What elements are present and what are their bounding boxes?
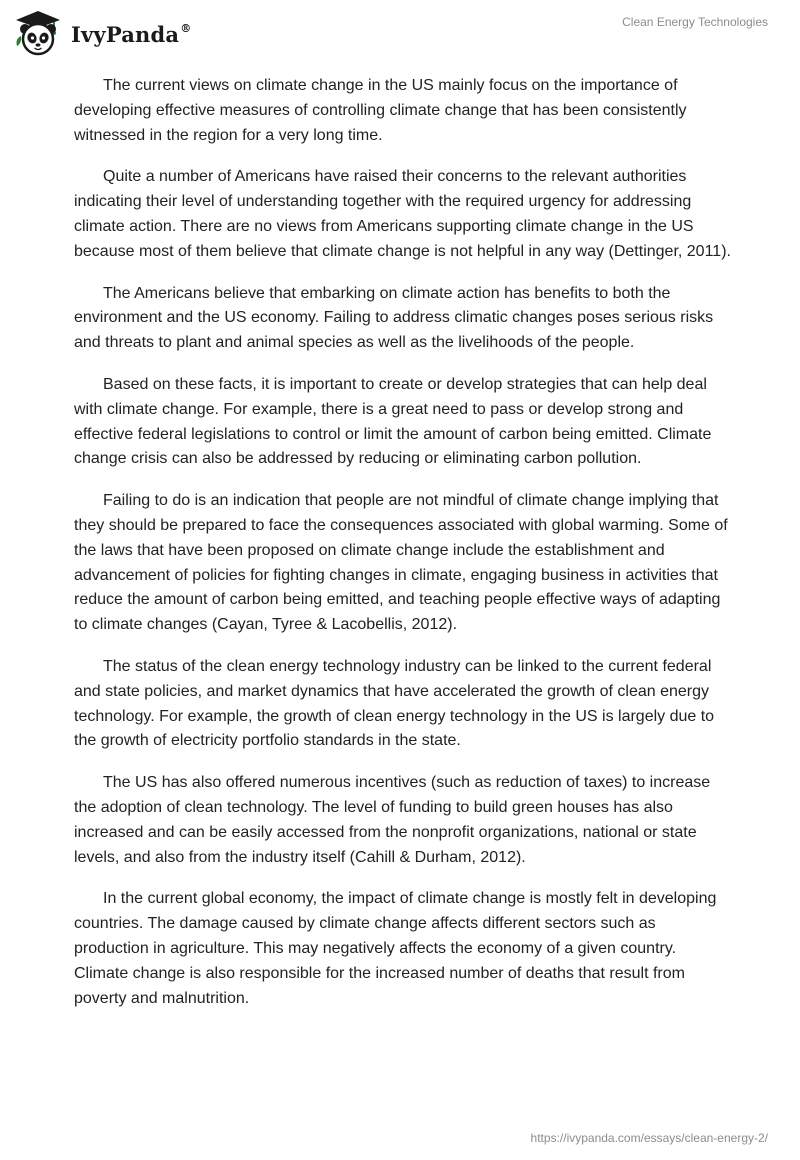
- registered-mark: ®: [180, 21, 192, 35]
- brand-logo[interactable]: [13, 8, 191, 58]
- paragraph-3: The Americans believe that embarking on climate action has benefits to both the environment and the US economy. Failing to address climatic changes poses serious risks and threats to plant and animal species as well as the livelihoods of the people.: [74, 284, 714, 352]
- paragraph-4: Based on these facts, it is important to create or develop strategies that can help deal with climate change. For example, there is a great need to pass or develop strong and effective federal legislations to control or limit the amount of carbon being emitted. Climate change crisis can also be addressed by reducing or eliminating carbon pollution.: [74, 375, 712, 468]
- source-url[interactable]: https://ivypanda.com/essays/clean-energy-2/: [530, 1131, 768, 1145]
- paragraph-7: The US has also offered numerous incentives (such as reduction of taxes) to increase the adoption of clean technology. The level of funding to build green houses has also increased and can be easily accessed from the nonprofit organizations, national or state levels, and also from the industry itself (Cahill & Durham, 2012).: [74, 774, 711, 866]
- paragraph-1: The current views on climate change in the US mainly focus on the importance of developing effective measures of controlling climate change that has been consistently witnessed in the region for a very long time.: [74, 77, 687, 144]
- page-header: [0, 0, 800, 66]
- document-title: Clean Energy Technologies: [622, 15, 768, 29]
- paragraph-2: Quite a number of Americans have raised their concerns to the relevant authorities indicating their level of understanding together with the required urgency for addressing climate action. There are no views from Americans supporting climate change in the US because most of them believe that climate change is not helpful in any way (Dettinger, 2011).: [74, 168, 731, 260]
- essay-body: [74, 74, 734, 1028]
- brand-name: IvyPanda®: [71, 21, 192, 47]
- paragraph-5: Failing to do is an indication that people are not mindful of climate change implying that they should be prepared to face the consequences associated with global warming. Some of the laws that have been proposed on climate change include the establishment and advancement of policies for fighting changes in climate, engaging business in activities that reduce the amount of carbon being emitted, and teaching people effective ways of adapting to climate changes (Cayan, Tyree & Lacobellis, 2012).: [74, 492, 728, 634]
- paragraph-6: The status of the clean energy technology industry can be linked to the current federal and state policies, and market dynamics that have accelerated the growth of clean energy technology. For example, the growth of clean energy technology in the US is largely due to the growth of electricity portfolio standards in the state.: [74, 657, 715, 750]
- paragraph-8: In the current global economy, the impact of climate change is mostly felt in developing countries. The damage caused by climate change affects different sectors such as production in agriculture. This may negatively affects the economy of a given country. Climate change is also responsible for the increased number of deaths that result from poverty and malnutrition.: [74, 890, 717, 1007]
- panda-graduation-cap-icon: [13, 8, 63, 58]
